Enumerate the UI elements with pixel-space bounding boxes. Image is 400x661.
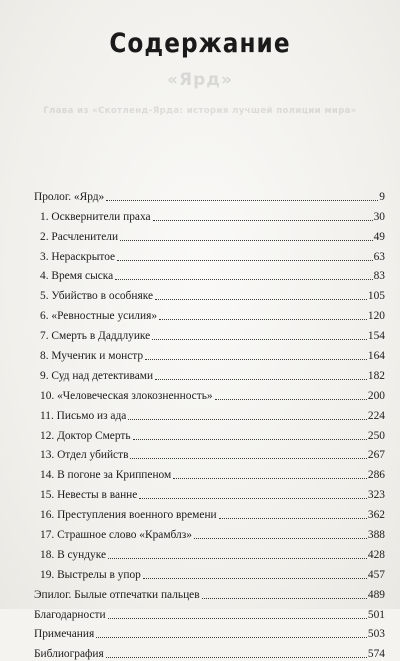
- toc-entry-label: 8. Мучеҥик и монстр: [40, 350, 144, 363]
- toc-entry-prologue: [34, 184, 385, 204]
- toc-entry-chapter-4: [34, 264, 385, 284]
- bleed-through-line: Глава из «Скотленд-Ярда: история лучшей полиции мира»: [43, 106, 357, 116]
- dot-leader: [153, 219, 373, 221]
- toc-entry-chapter-17: [34, 522, 385, 542]
- toc-entry-label: Пролог. «Ярд»: [34, 190, 105, 203]
- toc-entry-chapter-13: [34, 443, 385, 463]
- toc-entry-label: 5. Убийство в особняке: [40, 290, 153, 303]
- toc-entry-page: 388: [367, 529, 385, 542]
- toc-entry-chapter-19: [34, 562, 385, 582]
- toc-entry-chapter-8: [34, 343, 385, 363]
- toc-entry-chapter-11: [34, 403, 385, 423]
- toc-entry-page: 200: [367, 389, 385, 402]
- dot-leader: [155, 378, 367, 380]
- dot-leader: [173, 477, 367, 479]
- toc-entry-page: 503: [367, 628, 385, 641]
- dot-leader: [106, 199, 378, 201]
- toc-entry-page: 489: [367, 588, 385, 601]
- toc-entry-label: 4. Время сыска: [40, 270, 114, 283]
- toc-entry-page: 9: [379, 190, 385, 203]
- toc-entry-page: 286: [367, 469, 385, 482]
- dot-leader: [108, 617, 367, 619]
- dot-leader: [159, 318, 367, 320]
- toc-entry-page: 154: [367, 330, 385, 343]
- toc-entry-page: 105: [367, 290, 385, 303]
- dot-leader: [143, 577, 367, 579]
- dot-leader: [115, 278, 372, 280]
- toc-entry-chapter-5: [34, 283, 385, 303]
- dot-leader: [120, 239, 373, 241]
- toc-entry-page: 83: [373, 270, 385, 283]
- toc-entry-page: 182: [367, 369, 385, 382]
- dot-leader: [128, 418, 367, 420]
- dot-leader: [117, 259, 373, 261]
- toc-entry-page: 224: [367, 409, 385, 422]
- toc-entry-page: 267: [367, 449, 385, 462]
- toc-entry-chapter-3: [34, 244, 385, 264]
- toc-entry-chapter-7: [34, 323, 385, 343]
- toc-entry-notes: [34, 622, 385, 642]
- toc-entry-chapter-10: [34, 383, 385, 403]
- toc-entry-page: 501: [367, 608, 385, 621]
- toc-entry-page: 428: [367, 548, 385, 561]
- toc-entry-label: 1. Осквернители праха: [40, 210, 151, 223]
- dot-leader: [96, 636, 367, 638]
- toc-entry-chapter-14: [34, 462, 385, 482]
- toc-entry-label: 16. Преступления военного времени: [40, 509, 217, 522]
- toc-entry-page: 323: [367, 489, 385, 502]
- toc-entry-chapter-16: [34, 502, 385, 522]
- toc-entry-page: 30: [373, 210, 385, 223]
- toc-entry-label: 15. Невесты в ванне: [40, 489, 138, 502]
- toc-entry-chapter-2: [34, 224, 385, 244]
- toc-entry-page: 164: [367, 350, 385, 363]
- toc-entry-chapter-6: [34, 303, 385, 323]
- toc-entry-label: 6. «Ревностные усилия»: [40, 310, 158, 323]
- toc-entry-label: 10. «Человеческая злокозненность»: [40, 389, 213, 402]
- toc-entry-label: Библиография: [34, 648, 104, 661]
- dot-leader: [133, 438, 367, 440]
- toc-entry-label: 9. Суд над детективами: [40, 369, 154, 382]
- bleed-through-title: «Ярд»: [167, 70, 233, 90]
- toc-entry-label: 12. Доктор Смерть: [40, 429, 131, 442]
- toc-entry-label: Благодарности: [34, 608, 106, 621]
- dot-leader: [219, 517, 367, 519]
- dot-leader: [108, 557, 367, 559]
- toc-entry-label: 13. Отдел убийств: [40, 449, 129, 462]
- toc-entry-label: 19. Выстрелы в упор: [40, 568, 141, 581]
- toc-entry-chapter-9: [34, 363, 385, 383]
- page-title: Содержание: [109, 28, 291, 59]
- dot-leader: [106, 656, 367, 658]
- toc-entry-chapter-1: [34, 204, 385, 224]
- dot-leader: [130, 457, 366, 459]
- dot-leader: [202, 597, 367, 599]
- toc-entry-page: 49: [373, 230, 385, 243]
- toc-entry-page: 63: [373, 250, 385, 263]
- toc-entry-label: 18. В сундуке: [40, 548, 107, 561]
- toc-entry-chapter-15: [34, 482, 385, 502]
- dot-leader: [139, 497, 367, 499]
- toc-entry-chapter-12: [34, 423, 385, 443]
- dot-leader: [145, 358, 367, 360]
- dot-leader: [194, 537, 367, 539]
- toc-entry-page: 457: [367, 568, 385, 581]
- toc-entry-label: 14. В погоне за Криппеном: [40, 469, 172, 482]
- toc-entry-page: 574: [367, 648, 385, 661]
- toc-entry-label: 7. Смерть в Даддлуике: [40, 330, 151, 343]
- toc-entry-label: 2. Расчленители: [40, 230, 119, 243]
- toc-entry-chapter-18: [34, 542, 385, 562]
- toc-entry-acknowledgements: [34, 602, 385, 622]
- toc-entry-label: 17. Страшное слово «Крамблз»: [40, 529, 192, 542]
- toc-entry-label: 11. Письмо из ада: [40, 409, 127, 422]
- toc-entry-label: 3. Нераскрытое: [40, 250, 116, 263]
- toc-entry-page: 120: [367, 310, 385, 323]
- table-of-contents: [34, 184, 385, 661]
- toc-entry-label: Примечания: [34, 628, 95, 641]
- toc-entry-label: Эпилог. Былые отпечатки пальцев: [34, 588, 200, 601]
- dot-leader: [152, 338, 367, 340]
- toc-entry-page: 250: [367, 429, 385, 442]
- dot-leader: [155, 298, 367, 300]
- toc-entry-page: 362: [367, 509, 385, 522]
- dot-leader: [215, 398, 367, 400]
- toc-entry-epilogue: [34, 582, 385, 602]
- toc-entry-bibliography: [34, 641, 385, 661]
